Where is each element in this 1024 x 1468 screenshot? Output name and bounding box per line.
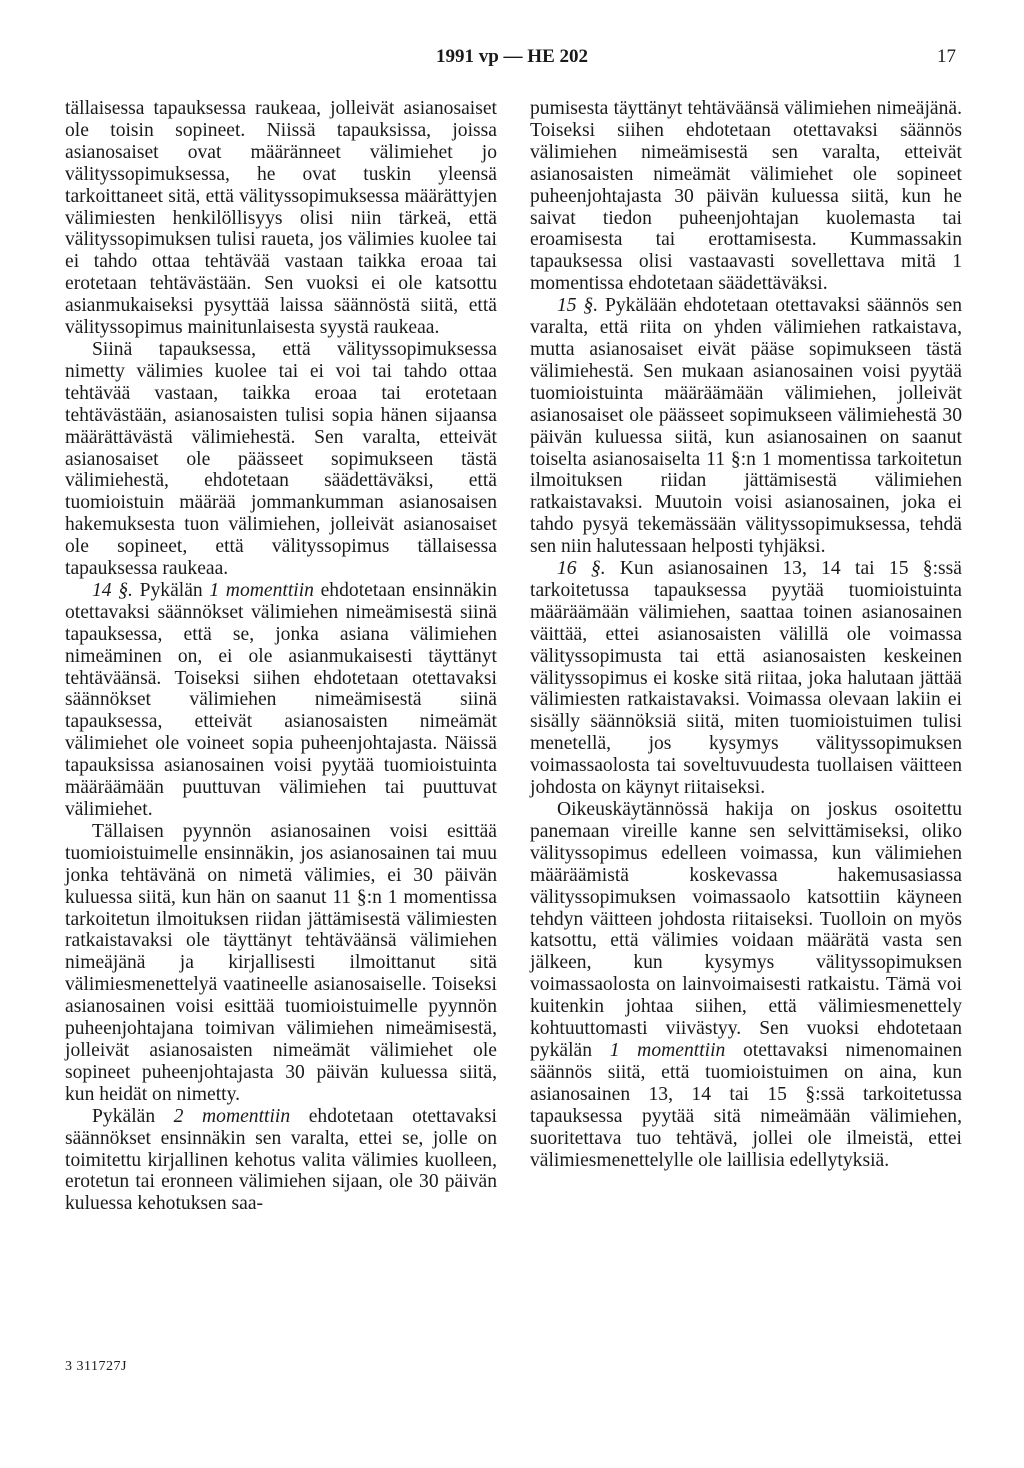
moment-reference: 1 momenttiin bbox=[209, 579, 314, 601]
paragraph-section-15 bbox=[530, 295, 962, 558]
paragraph-moment-2 bbox=[65, 1106, 497, 1216]
paragraph-text: Kun asianosainen 13, 14 tai 15 §:ssä tarkoitetussa tapauksessa pyytää tuomioistuinta määräämään välimiehen, saattaa toinen asianosainen väittää, ettei asianosaisten välillä ole voimassa välityssopimusta tai että asianosaisten keskeinen välityssopimus ei koske sitä riitaa, joka halutaan jättää välimiesten ratkaistavaksi. Voimassa olevaan lakiin ei sisälly säännöksiä siitä, miten tuomioistuimen tulisi menetellä, jos kysymys välityssopimuksen voimassaolosta tai soveltuvuudesta tuollaisen väitteen johdosta on käynyt riitaiseksi. bbox=[530, 558, 962, 799]
section-number: 16 §. bbox=[557, 558, 606, 580]
paragraph-text: Pykälään ehdotetaan otettavaksi säännös sen varalta, että riita on yhden välimiehen ratkaistava, mutta asianosaiset eivät pääse sopimukseen tästä välimiehestä. Sen mukaan asianosainen voisi pyytää tuomioistuinta määräämään välimiehen, jolleivät asianosaiset ole päässeet sopimukseen välimiehestä 30 päivän kuluessa siitä, kun asianosainen on saanut toiselta asianosaiselta 11 §:n 1 momentissa tarkoitetun ilmoituksen riidan jättämisestä välimiehen ratkaistavaksi. Muutoin voisi asianosainen, joka ei tahdo pysyä tekemässään välityssopimuksessa, tehdä sen niin halutessaan helposti tyhjäksi. bbox=[530, 295, 962, 558]
paragraph: pumisesta täyttänyt tehtäväänsä välimiehen nimeäjänä. Toiseksi siihen ehdotetaan otettavaksi säännös välimiehen nimeämisestä sen varalta, etteivät asianosaisten nimeämät välimiehet ole sopineet puheenjohtajasta 30 päivän kuluessa siitä, kun he saivat tiedon puheenjohtajan kuolemasta tai eroamisesta tai erottamisesta. Kummassakin tapauksessa olisi vastaavasti sovellettava mitä 1 momentissa ehdotetaan säädettäväksi. bbox=[530, 98, 962, 295]
paragraph: Siinä tapauksessa, että välityssopimuksessa nimetty välimies kuolee tai ei voi tai tahdo ottaa tehtävää vastaan, taikka eroaa tai erotetaan tehtävästään, asianosaisten tulisi sopia hänen sijaansa määrättävästä välimiehestä. Sen varalta, etteivät asianosaiset ole päässeet sopimukseen tästä välimiehestä, ehdotetaan säädettäväksi, että tuomioistuin määrää jommankumman asianosaisen hakemuksesta tuon välimiehen, jolleivät asianosaiset ole sopineet, että välityssopimus tällaisessa tapauksessa raukeaa. bbox=[65, 338, 497, 580]
paragraph: tällaisessa tapauksessa raukeaa, jolleivät asianosaiset ole toisin sopineet. Niissä tapauksissa, joissa asianosaiset ovat määränneet välimiehet jo välityssopimuksessa, he ovat tuskin yleensä tarkoittaneet sitä, että välityssopimuksessa määrättyjen välimiesten henkilöllisyys olisi niin tärkeä, että välityssopimuksen tulisi raueta, jos välimies kuolee tai ei tahdo ottaa tehtävää vastaan taikka eroaa tai erotetaan tehtävästään. Sen vuoksi ei ole katsottu asianmukaiseksi pysyttää laissa säännöstä siitä, että välityssopimus mainitunlaisesta syystä raukeaa. bbox=[65, 98, 497, 339]
document-title: 1991 vp — HE 202 bbox=[435, 46, 589, 67]
paragraph-text: Pykälän bbox=[92, 1105, 174, 1127]
paragraph-section-14 bbox=[65, 580, 497, 821]
section-number: 14 §. bbox=[92, 579, 133, 601]
paragraph-case-law bbox=[530, 799, 962, 1171]
paragraph-text: ehdotetaan ensinnäkin otettavaksi säännökset välimiehen nimeämisestä siinä tapauksessa, että se, jonka asiana välimiehen nimeäminen on, ei ole asianmukaisesti täyttänyt tehtäväänsä. Toiseksi siihen ehdotetaan otettavaksi säännökset välimiehen nimeämisestä siinä tapauksessa, etteivät asianosaisten nimeämät välimiehet ole voineet sopia puheenjohtajasta. Näissä tapauksissa asianosainen voisi pyytää tuomioistuinta määräämään puuttuvan välimiehen tai puuttuvat välimiehet. bbox=[65, 579, 498, 820]
moment-reference: 2 momenttiin bbox=[173, 1105, 291, 1127]
paragraph-text: Oikeuskäytännössä hakija on joskus osoitettu panemaan vireille kanne sen selvittämiseksi, oliko välityssopimus edelleen voimassa, kun välimiehen määräämistä koskevassa hakemusasiassa välityssopimuksen voimassaolo katsottiin käyneen tehdyn väitteen johdosta riitaiseksi. Tuolloin on myös katsottu, että välimies voidaan määrätä vasta sen jälkeen, kun kysymys välityssopimuksen voimassaolosta on lainvoimaisesti ratkaistu. Tämä voi kuitenkin johtaa siihen, että välimiesmenettely kohtuuttomasti viivästyy. Sen vuoksi ehdotetaan pykälän bbox=[530, 799, 962, 1061]
paragraph-text: Pykälän bbox=[132, 579, 210, 601]
section-number: 15 §. bbox=[557, 295, 599, 317]
paragraph-section-16 bbox=[530, 558, 962, 799]
paragraph-text: ehdotetaan otettavaksi säännökset ensinnäkin sen varalta, ettei se, jolle on toimitettu kirjallinen kehotus valita välimies kuolleen, erotetun tai eronneen välimiehen sijaan, ole 30 päivän kuluessa kehotuksen saa- bbox=[65, 1105, 497, 1215]
left-column bbox=[65, 98, 497, 1215]
paragraph-text: otettavaksi nimenomainen säännös siitä, että tuomioistuimen on aina, kun asianosainen 13, 14 tai 15 §:ssä tarkoitetussa tapauksessa pyytää sitä nimeämään välimiehen, suoritettava tuo tehtävä, jollei ole ilmeistä, ettei välimiesmenettelylle ole laillisia edellytyksiä. bbox=[530, 1039, 963, 1171]
page-number: 17 bbox=[937, 46, 956, 67]
print-code: 3 311727J bbox=[65, 1359, 127, 1374]
paragraph: Tällaisen pyynnön asianosainen voisi esittää tuomioistuimelle ensinnäkin, jos asianosainen tai muu jonka tehtävänä on nimetä välimies, ei 30 päivän kuluessa siitä, kun hän on saanut 11 §:n 1 momentissa tarkoitetun ilmoituksen riidan jättämisestä välimiesten ratkaistavaksi ole täyttänyt tehtäväänsä välimiehen nimeäjänä ja kirjallisesti ilmoittanut sitä välimiesmenettelyä vaatineelle asianosaiselle. Toiseksi asianosainen voisi esittää tuomioistuimelle pyynnön puheenjohtajana toimivan välimiehen nimeämisestä, jolleivät asianosaisten nimeämät välimiehet ole sopineet puheenjohtajasta 30 päivän kuluessa siitä, kun heidät on nimetty. bbox=[65, 820, 497, 1105]
right-column bbox=[530, 98, 962, 1171]
page-header bbox=[0, 46, 1024, 76]
moment-reference: 1 momenttiin bbox=[609, 1039, 726, 1061]
